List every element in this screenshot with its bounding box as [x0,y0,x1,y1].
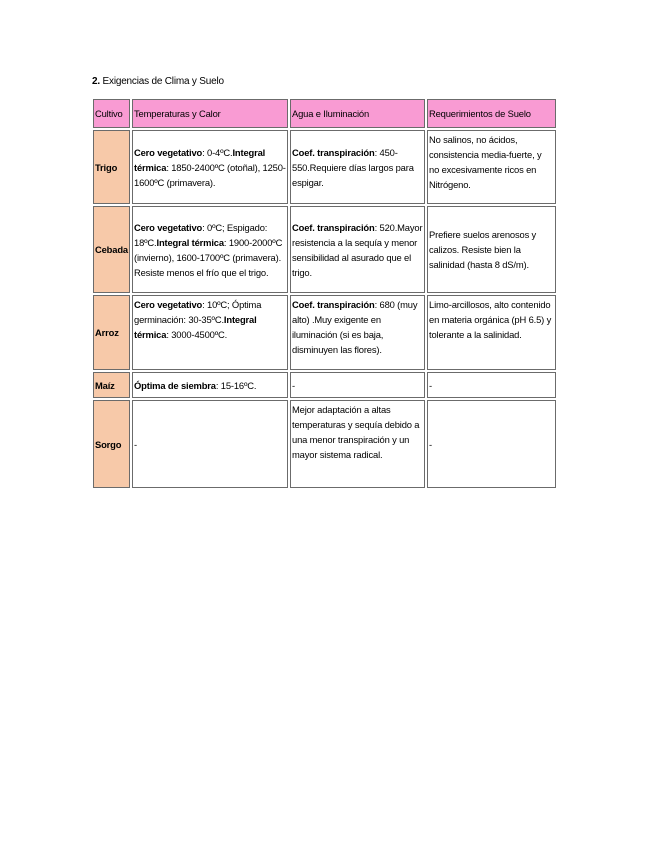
label-value: - [292,379,295,391]
label-value: : 0ºC; Espigado: 18ºC. [134,221,268,248]
temperature-cell [132,206,288,293]
soil-cell: No salinos, no ácidos, consistencia media-fuerte, y no excesivamente ricos en Nitrógeno. [427,130,556,204]
table-row [93,372,556,398]
temperature-cell [132,400,288,488]
table-row [93,400,556,488]
table-row [93,130,556,204]
section-title [92,76,224,87]
label-value: : 10ºC; Óptima germinación: 30-35ºC. [134,299,262,325]
soil-cell: Limo-arcillosos, alto contenido en materia orgánica (pH 6.5) y tolerante a la salinidad. [427,295,556,370]
temperature-cell [132,130,288,204]
water-cell [290,130,425,204]
label-key: Cero vegetativo [134,221,203,233]
crop-name: Cebada [93,206,130,293]
header-cultivo: Cultivo [93,99,130,128]
section-title-text: Exigencias de Clima y Suelo [102,76,224,87]
label-value: : 450-550.Requiere días largos para espigar. [292,146,414,188]
label-key: Integral térmica [134,314,257,340]
crop-name: Sorgo [93,400,130,488]
label-key: Cero vegetativo [134,146,203,158]
label-key: Cero vegetativo [134,299,203,310]
water-cell [290,206,425,293]
label-key: Integral térmica [156,236,224,248]
soil-cell: Prefiere suelos arenosos y calizos. Resiste bien la salinidad (hasta 8 dS/m). [427,206,556,293]
table-row [93,295,556,370]
water-cell [290,400,425,488]
label-value: : 680 (muy alto) .Muy exigente en iluminación (si es baja, disminuyen las flores). [292,299,418,355]
label-value: : 1900-2000ºC (invierno), 1600-1700ºC (primavera). Resiste menos el frío que el trigo. [134,236,283,278]
temperature-cell [132,372,288,398]
soil-cell: - [427,400,556,488]
water-cell [290,295,425,370]
table-row [93,206,556,293]
label-key: Coef. transpiración [292,221,375,233]
crop-name: Arroz [93,295,130,370]
water-cell [290,372,425,398]
crop-name: Maíz [93,372,130,398]
header-agua: Agua e Iluminación [290,99,425,128]
label-value: : 15-16ºC. [215,379,257,391]
label-key: Coef. transpiración [292,146,375,158]
label-value: : 0-4ºC. [202,146,233,158]
temperature-cell [132,295,288,370]
climate-soil-table [91,97,558,490]
label-value: Mejor adaptación a altas temperaturas y sequía debido a una menor transpiración y un mayor sistema radical. [292,404,420,460]
label-value: : 3000-4500ºC. [166,329,228,340]
crop-name: Trigo [93,130,130,204]
section-number: 2. [92,76,100,87]
label-value: - [134,438,137,450]
label-key: Óptima de siembra [134,379,216,391]
label-value: : 1850-2400ºC (otoñal), 1250-1600ºC (primavera). [134,161,286,188]
label-value: : 520.Mayor resistencia a la sequía y menor sensibilidad al asurado que el trigo. [292,221,423,278]
header-temperaturas: Temperaturas y Calor [132,99,288,128]
soil-cell: - [427,372,556,398]
label-key: Coef. transpiración [292,299,375,310]
header-suelo: Requerimientos de Suelo [427,99,556,128]
label-key: Integral térmica [134,146,266,173]
table-header-row [93,99,556,128]
